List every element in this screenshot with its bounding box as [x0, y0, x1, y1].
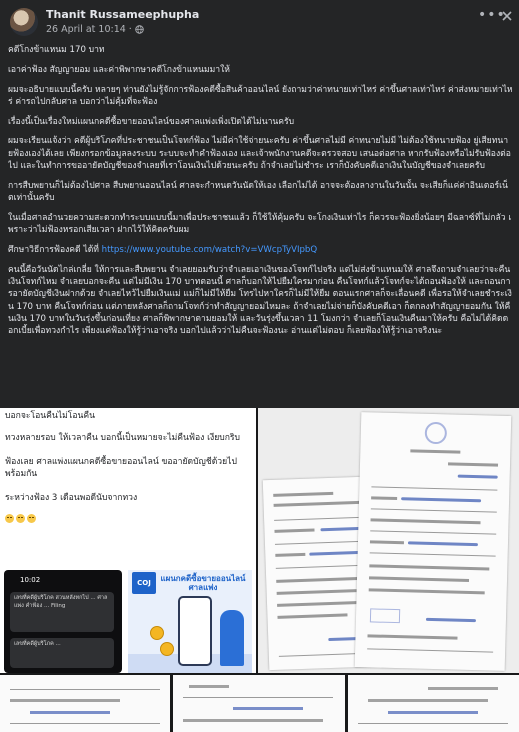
court-poster	[128, 570, 252, 673]
person-illustration	[220, 610, 244, 666]
post-meta	[46, 24, 144, 35]
photo-tile-document[interactable]	[173, 675, 345, 732]
poster-title: แผนกคดีซื้อขายออนไลน์ ศาลแพ่ง	[160, 574, 246, 592]
author-avatar[interactable]	[10, 8, 38, 36]
globe-icon	[135, 25, 144, 34]
smiling-face-icon	[27, 514, 36, 523]
post-timestamp[interactable]: 26 April at 10:14 ·	[46, 24, 132, 35]
poster-badge: COJ	[132, 572, 156, 594]
collage-text-line: บอกจะโอนคืนไม่โอนคืน	[5, 411, 96, 421]
post-body	[8, 44, 513, 406]
photo-tile-document[interactable]	[348, 675, 519, 732]
collage-text-line: ฟ้องเลย ศาลแพ่งแผนกคดีซื้อขายออนไลน์ ขออายัดบัญชีด้วยไปพร้อมกัน	[5, 457, 237, 479]
post-paragraph: คดีโกงข้าแหนม 170 บาท	[8, 45, 105, 55]
tutorial-line	[8, 244, 513, 256]
post-paragraph: การสืบพยานก็ไม่ต้องไปศาล สืบพยานออนไลน์ ศาลจะกำหนดวันนัดให้เอง เลือกไม่ได้ อาจจะต้องลางานในวันนั้น จะเสียก็แค่ค่าอินเตอร์เน็ตเท่านั้นครับ	[8, 180, 508, 204]
phone-message: เลขที่คดีผู้บริโภค ...	[10, 638, 114, 668]
post-paragraph: เอาค่าฟ้อง สัญญายอม และค่าพิพากษาคดีโกงข้าแหนมมาให้	[8, 64, 230, 75]
post-paragraph: ในเมื่อศาลอำนวยความสะดวกทำระบบแบบนี้มาเพื่อประชาชนแล้ว ก็ใช้ให้คุ้มครับ จะโกงเงินเท่าไร ก็ควรจะฟ้องยิ่งน้อยๆ มีฉลาซ์ที่ไม่กลัว เพราะว่าไม่ฟ้องหรอกเสียเวลา ฝากไว้ให้คิดครับผม	[8, 212, 512, 236]
photo-tile-document[interactable]	[0, 675, 170, 732]
photo-tile-court-documents[interactable]	[258, 408, 519, 673]
phone-screenshot	[4, 570, 122, 673]
post-paragraph: เรื่องนี้เป็นเรื่องใหม่แผนกคดีซื้อขายออนไลน์ของศาลแพ่งเพิ่งเปิดได้ไม่นานครับ	[8, 116, 295, 127]
photo-gallery	[0, 408, 519, 732]
post-header	[0, 0, 519, 44]
post-paragraph: ผมจะอธิบายแบบนี้ครับ หลายๆ ท่านยังไม่รู้จักการฟ้องคดีซื้อสินค้าออนไลน์ ยังถามว่าค่าทนายเท่าไหร่ ค่าขึ้นศาลเท่าไหร่ ค่าส่งหมายเท่าไหร่ ค่ารถไปกลับศาล บอกว่าไม่คุ้มที่จะฟ้อง	[8, 84, 513, 107]
coin-icon	[150, 626, 164, 640]
author-name[interactable]: Thanit Russameephupha	[46, 8, 200, 21]
post-paragraph: ผมจะเรียนแจ้งว่า คดีผู้บริโภคที่ประชาชนเป็นโจทก์ฟ้อง ไม่มีค่าใช้จ่ายนะครับ ค่าขึ้นศาลไม่มี ค่าทนายไม่มี ไม่ต้องใช้ทนายฟ้อง ยู่เสียทนายฟ้องเองได้เลย เพียงกรอกข้อมูลลงระบบ ระบบจะทำคำฟ้องเอง และเจ้าพนักงานคดีจะตรวจสอบ เสนอต่อศาล หากรับฟ้องหรือไม่รับฟ้องต่อไป และในทำการขออายัดบัญชีของจำเลยที่เราโอนเงินไปด้วยนะครับ ถ้าจำเลยไม่ชำระ เราก็บังคับคดีเอาเงินในบัญชีของจำเลยครับ	[8, 136, 511, 172]
emoji-row	[5, 514, 38, 526]
collage-text-line: ทวงหลายรอบ ให้เวลาคืน บอกนี้เป็นหมายจะไม่คืนฟ้อง เงียบกริบ	[5, 433, 240, 443]
youtube-link[interactable]: https://www.youtube.com/watch?v=VWcpTyVIpbQ	[101, 245, 318, 256]
phone-message: เลขที่คดีผู้บริโภค สวนหลังทกไป ... ศาลแพ่ง คำฟ้อง ... Filing	[10, 592, 114, 632]
court-document-page	[355, 412, 512, 671]
ellipsis-icon[interactable]: •••	[478, 7, 506, 23]
coin-icon	[160, 642, 174, 656]
close-icon[interactable]	[500, 9, 514, 23]
photo-row-more	[0, 675, 519, 732]
phone-time: 10:02	[20, 576, 41, 584]
post-paragraph: คนนี้คือวันนัดไกล่เกลี่ย ให้การและสืบพยาน จำเลยยอมรับว่าจำเลยเอาเงินของโจทก์ไปจริง แต่ไม่ส่งข้าแหนมให้ ศาลจึงถามจำเลยว่าจะคืนเงินโจทก์ไหม จำเลยบอกจะคืน แต่ไม่มีเงิน 170 บาทตอนนี้ ศาลก็บอกให้ไปยืมใครมาก่อน คืนโจทก์แล้วโจทก์จะได้ถอนฟ้องให้ และถอนการอายัดบัญชีเงินฝากด้วย จำเลยไหว้ไปยืมเงินแม่ แม่ก็ไม่มีให้ยืม โทรไปหาใครก็ไม่มีให้ยืม ตอนแรกศาลก็จะเลื่อนคดี เพื่อรอให้จำเลยชำระเงิน 170 บาท คืนโจทก์ก่อน แต่ภายหลังศาลก็ถามโจทก์ว่าทำสัญญายอมไหมละ ถ้าจำเลยไม่จ่ายก็บังคับคดีเอา ก็ตกลงทำสัญญายอมกัน ให้คืนเงิน 170 บาทในวันรุ่งขึ้นก่อนเที่ยง ศาลก็พิพากษาตามยอมให้ และวันรุ่งขึ้นเวลา 11 โมงกว่า จำเลยก็โอนเงินคืนมาให้ครับ คือไม่ได้คิดดอกเบี้ยเพื่อทวงกำไร เพียงแค่ฟ้องให้รู้ว่าเอาจริง บอกไปแล้วว่าไม่คืนจะฟ้องนะ อ่านแต่ไม่ตอบ ก็เลยฟ้องให้รู้ว่าเอาจริงนะ	[8, 264, 512, 337]
tutorial-label: ศึกษาวิธีการฟ้องคดี ได้ที่	[8, 245, 99, 256]
poster-phone-illustration	[178, 596, 212, 666]
smiling-face-icon	[16, 514, 25, 523]
photo-tile-text-collage[interactable]	[0, 408, 256, 673]
smiling-face-icon	[5, 514, 14, 523]
collage-text-line: ระหว่างฟ้อง 3 เดือนพอดีนับจากทวง	[5, 493, 138, 503]
